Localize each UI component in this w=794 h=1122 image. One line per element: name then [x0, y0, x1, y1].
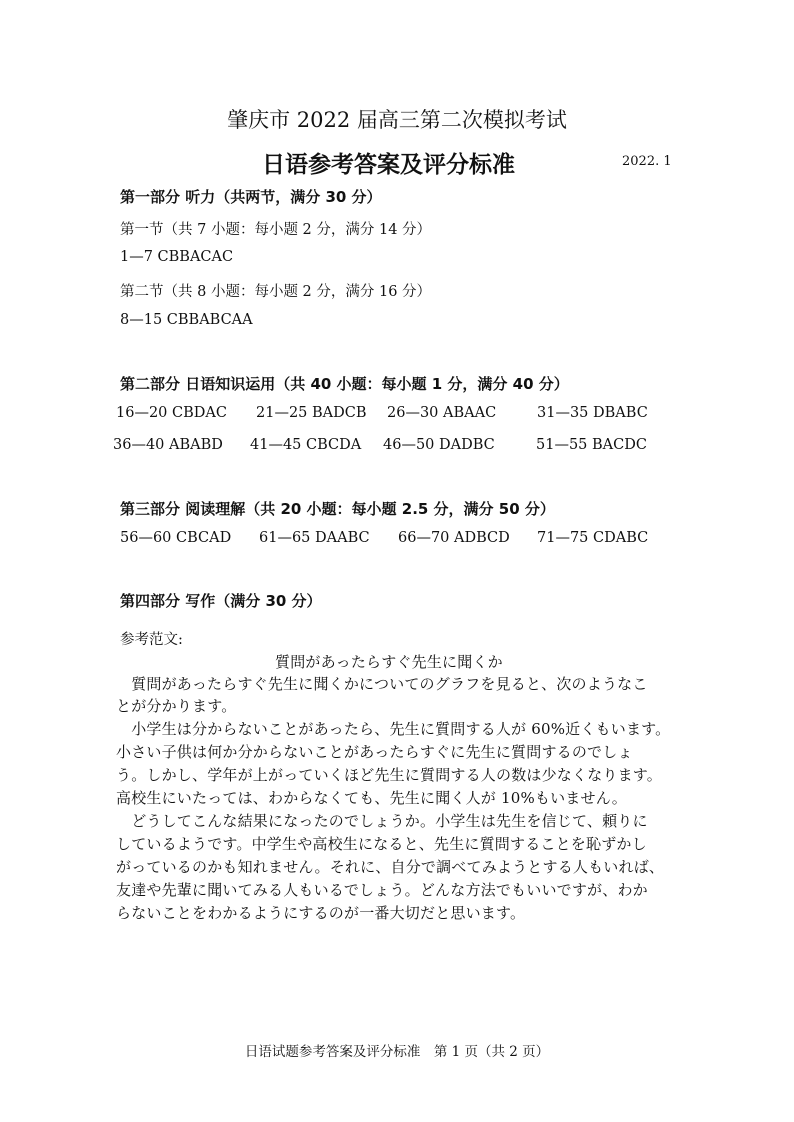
essay-line: がっているのかも知れません。それに、自分で調べてみようとする人もいれば、	[116, 858, 665, 876]
part3-answer: 56—60 CBCAD	[120, 530, 232, 546]
part3-answer: 61—65 DAABC	[259, 530, 370, 546]
page-footer: 日语试题参考答案及评分标准 第 1 页（共 2 页）	[244, 1044, 550, 1060]
part4-heading: 第四部分 写作（满分 30 分）	[120, 592, 322, 610]
essay-line: 友達や先輩に聞いてみる人もいるでしょう。どんな方法でもいいですが、わか	[116, 881, 648, 899]
part1-section1-label: 第一节（共 7 小题：每小题 2 分，满分 14 分）	[120, 222, 432, 238]
sample-essay-label: 参考范文:	[120, 632, 183, 648]
part2-answer: 16—20 CBDAC	[116, 405, 227, 421]
part3-answer: 71—75 CDABC	[537, 530, 649, 546]
essay-line: らないことをわかるようにするのが一番大切だと思います。	[116, 904, 526, 922]
essay-line: どうしてこんな結果になったのでしょうか。小学生は先生を信じて、頼りに	[116, 812, 648, 830]
part1-heading: 第一部分 听力（共两节，满分 30 分）	[120, 188, 382, 206]
part2-answer: 31—35 DBABC	[537, 405, 648, 421]
part2-answer: 26—30 ABAAC	[387, 405, 497, 421]
part1-section2-answers: 8—15 CBBABCAA	[120, 312, 253, 328]
part2-answer: 21—25 BADCB	[256, 405, 367, 421]
part2-answer: 46—50 DADBC	[383, 437, 495, 453]
part2-answer: 36—40 ABABD	[113, 437, 223, 453]
part2-answer: 41—45 CBCDA	[250, 437, 362, 453]
essay-line: しているようです。中学生や高校生になると、先生に質問することを恥ずかし	[116, 835, 647, 853]
part1-section2-label: 第二节（共 8 小题：每小题 2 分，满分 16 分）	[120, 284, 432, 300]
essay-line: 高校生にいたっては、わからなくても、先生に聞く人が 10%もいません。	[116, 789, 628, 807]
essay-line: う。しかし、学年が上がっていくほど先生に質問する人の数は少なくなります。	[116, 766, 663, 784]
essay-line: 小学生は分からないことがあったら、先生に質問する人が 60%近くもいます。	[116, 720, 671, 738]
part2-heading: 第二部分 日语知识运用（共 40 小题：每小题 1 分，满分 40 分）	[120, 375, 569, 393]
part3-answer: 66—70 ADBCD	[398, 530, 510, 546]
document-date: 2022. 1	[622, 154, 672, 169]
part1-section1-answers: 1—7 CBBACAC	[120, 249, 234, 265]
document-subtitle: 日语参考答案及评分标准	[262, 152, 515, 178]
part3-heading: 第三部分 阅读理解（共 20 小题：每小题 2.5 分，满分 50 分）	[120, 500, 555, 518]
essay-line: 質問があったらすぐ先生に聞くかについてのグラフを見ると、次のようなこ	[116, 675, 648, 693]
essay-title: 質問があったらすぐ先生に聞くか	[275, 653, 503, 671]
exam-title: 肇庆市 2022 届高三第二次模拟考试	[227, 108, 567, 132]
essay-line: 小さい子供は何か分からないことがあったらすぐに先生に質問するのでしょ	[116, 743, 633, 761]
essay-line: とが分かります。	[116, 697, 237, 715]
part2-answer: 51—55 BACDC	[536, 437, 647, 453]
